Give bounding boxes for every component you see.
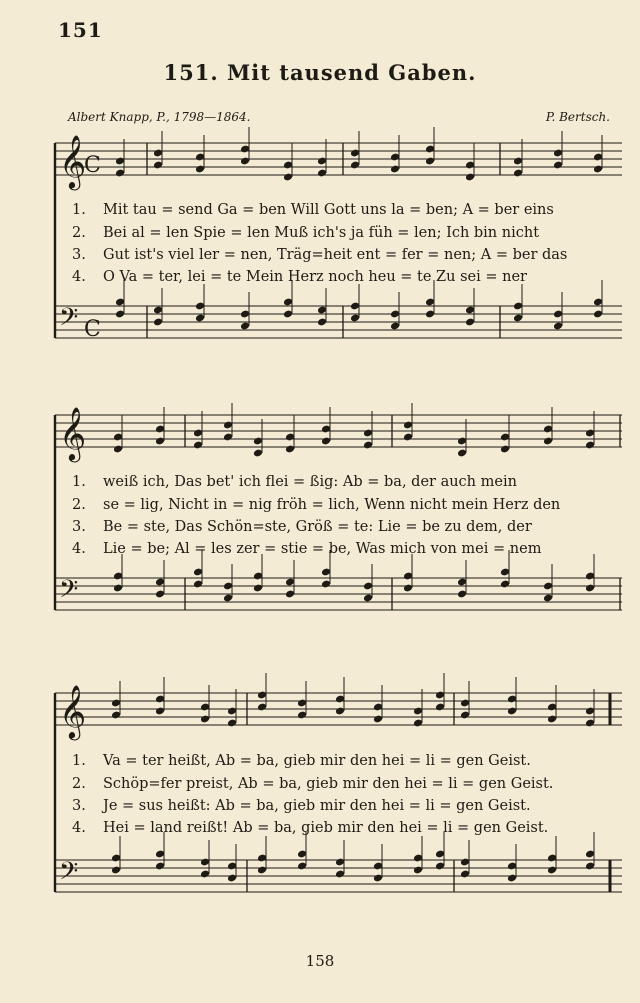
- verse-number: 1.: [72, 474, 86, 490]
- verse-line: weiß ich, Das bet' ich flei = ßig: Ab = ba, der auch mein: [103, 474, 517, 490]
- treble-clef-icon: 𝄞: [59, 684, 87, 738]
- verse-number: 3.: [72, 247, 86, 263]
- hymn-title: 151. Mit tausend Gaben.: [163, 60, 477, 85]
- verse-line: O Va = ter, lei = te Mein Herz noch heu = te Zu sei = ner: [103, 269, 527, 285]
- treble-clef-icon: 𝄞: [59, 134, 87, 188]
- verse-number: 4.: [72, 541, 86, 557]
- treble-clef-icon: 𝄞: [59, 406, 87, 460]
- verse-line: se = lig, Nicht in = nig fröh = lich, Wenn nicht mein Herz den: [103, 497, 561, 513]
- bass-clef-icon: 𝄢: [59, 857, 79, 892]
- verse-line: Hei = land reißt! Ab = ba, gieb mir den hei = li = gen Geist.: [103, 820, 549, 836]
- bass-clef-icon: 𝄢: [59, 303, 79, 338]
- verse-number: 3.: [72, 798, 86, 814]
- verse-number: 3.: [72, 519, 86, 535]
- verse-number: 4.: [72, 820, 86, 836]
- time-signature-icon: C: [84, 317, 101, 342]
- verse-line: Lie = be; Al = les zer = stie = be, Was mich von mei = nem: [103, 541, 542, 557]
- verse-line: Va = ter heißt, Ab = ba, gieb mir den hei = li = gen Geist.: [103, 753, 531, 769]
- verse-line: Be = ste, Das Schön=ste, Größ = te: Lie = be zu dem, der: [103, 519, 532, 535]
- verse-number: 2.: [72, 225, 86, 241]
- page-number: 158: [305, 952, 335, 970]
- verse-line: Bei al = len Spie = len Muß ich's ja füh = len; Ich bin nicht: [103, 225, 540, 241]
- hymn-number: 151: [58, 18, 103, 42]
- verse-number: 2.: [72, 776, 86, 792]
- bass-clef-icon: 𝄢: [59, 575, 79, 610]
- composer-credit: P. Bertsch.: [545, 110, 610, 124]
- verse-number: 2.: [72, 497, 86, 513]
- verse-number: 1.: [72, 753, 86, 769]
- author-credit: Albert Knapp, P., 1798—1864.: [68, 110, 251, 124]
- time-signature-icon: C: [84, 153, 101, 178]
- verse-line: Mit tau = send Ga = ben Will Gott uns la = ben; A = ber eins: [103, 202, 554, 218]
- verse-line: Gut ist's viel ler = nen, Träg=heit ent = fer = nen; A = ber das: [103, 247, 568, 263]
- verse-line: Je = sus heißt: Ab = ba, gieb mir den hei = li = gen Geist.: [103, 798, 531, 814]
- verse-number: 1.: [72, 202, 86, 218]
- verse-number: 4.: [72, 269, 86, 285]
- verse-line: Schöp=fer preist, Ab = ba, gieb mir den hei = li = gen Geist.: [103, 776, 554, 792]
